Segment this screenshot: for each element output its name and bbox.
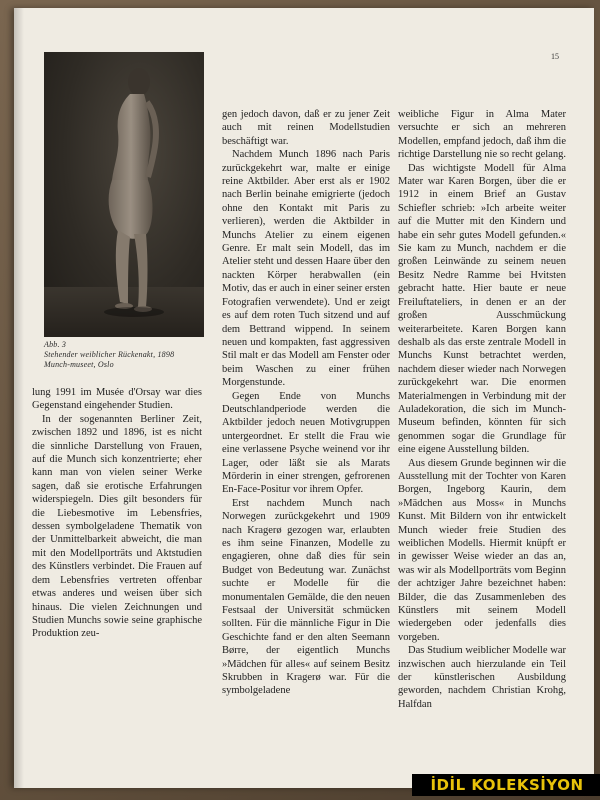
caption-line: Abb. 3 — [44, 340, 67, 349]
text-column-3 — [398, 108, 566, 711]
figure-caption — [44, 340, 209, 370]
text-column-2 — [222, 108, 390, 698]
paragraph: Gegen Ende von Munchs Deutschlandperiode werden die Aktbilder jedoch neuen Motivgruppen untergeordnet. Er stellt die Frau wie eine verlassene Psyche weinend vor ihr Lager, oder läßt sie als Marats Mörderin in einer strengen, gefrorenen En-Face-Positur vor ihrem Opfer. — [222, 390, 390, 496]
paragraph: Das wichtigste Modell für Alma Mater war Karen Borgen, über die er 1912 in einem Brief an Gustav Schiefler schrieb: »Ich arbeite weiter auf die Mutter mit den Kindern und habe ein sehr gutes Modell gefunden.« Sie kam zu Munch, nachdem er die großen Leinwände zu seinem neuen Besitz Nedre Ramme bei Hvitsten gebracht hatte. Hier baute er neue Freiluftateliers, in denen er an der großen Ausschmückung weiterarbeitete. Karen Borgen kann deshalb als das erste zentrale Modell in Munchs Kunst betrachtet werden, nachdem dieser wieder nach Norwegen zurückgekehrt war. Die enormen Materialmengen in Verbindung mit der Auladekoration, die sich im Munch-Museum befinden, könnten für sich genommen sogar die Grundlage für eine eigene Ausstellung bilden. — [398, 162, 566, 456]
paragraph: lung 1991 im Musée d'Orsay war dies Gegenstand eingehender Studien. — [32, 387, 202, 412]
paragraph: weibliche Figur in Alma Mater versuchte er sich an mehreren Modellen, empfand jedoch, daß ihm die richtige Darstellung nie so recht gelang. — [398, 109, 566, 161]
figure-photo — [44, 52, 204, 337]
paragraph: Aus diesem Grunde beginnen wir die Ausstellung mit der Tochter von Karen Borgen, Ingeborg Kaurin, dem »Mädchen aus Moss« in Munchs Kunst. Mit Bildern von ihr entwickelt Munch wieder freie Studien des weiblichen Modells. Hiermit knüpft er in gewisser Weise wieder an das an, was wir als Modellporträts vom Beginn der achtziger Jahre bezeichnet haben: Bilder, die das Zusammenleben des Künstlers mit seinem Modell wiedergeben oder jedenfalls dies vorgeben. — [398, 457, 566, 643]
paragraph: Das Studium weiblicher Modelle war inzwischen auch hierzulande ein Teil der künstlerischen Ausbildung geworden, nachdem Christian Krohg, Halfdan — [398, 645, 566, 710]
paragraph: Erst nachdem Munch nach Norwegen zurückgekehrt und 1909 nach Kragerø gezogen war, erlaubten es ihm seine Finanzen, Modelle zu engagieren, ohne daß dies für sein Budget von Bedeutung war. Zunächst suchte er Modelle für die monumentalen Gemälde, die den neuen Festsaal der Universität schmücken sollten. Für die männliche Figur in Die Geschichte fand er den alten Seemann Børre, der eigentlich Munchs »Mädchen für alles« auf seinem Besitz Skrubben in Kragerø war. Für die symbolgeladene — [222, 497, 390, 697]
page-number: 15 — [551, 52, 559, 61]
caption-line: Munch-museet, Oslo — [44, 360, 114, 369]
text-column-1 — [32, 386, 202, 641]
spine-shadow — [14, 8, 24, 788]
paragraph: Nachdem Munch 1896 nach Paris zurückgekehrt war, malte er einige reine Aktbilder. Aber erst als er 1902 nach Berlin beinahe emigrierte (jedoch ohne den Kontakt mit Paris zu verlieren), werden die Aktbilder in Munchs Atelier zu einem eigenen Genre. Er malt sein Modell, das im Atelier steht und dessen Haare über den nackten Körper herabwallen (ein Motiv, das er auch in einer seiner ersten Fotografien verwendete). Und er zeigt es auf dem roten Tuch sitzend und auf dem Bettrand wippend. In seinem neuen und kompakten, fast aggressiven Stil malt er das Modell am Fenster oder beim Waschen zu einer frühen Morgenstunde. — [222, 149, 390, 389]
paragraph: gen jedoch davon, daß er zu jener Zeit auch mit reinen Modellstudien beschäftigt war. — [222, 109, 390, 147]
paragraph: In der sogenannten Berliner Zeit, zwischen 1892 und 1896, ist es nicht die sinnliche Darstellung von Frauen, auf die Munch sich konzentrierte; eher kann man von vielen seiner Werke sagen, daß sie erotische Erfahrungen widerspiegeln. Dies gilt besonders für die Liebesmotive im Lebensfries, dessen symbolgeladene Thematik von der Unmittelbarkeit abweicht, die man mit den Modellporträts und Aktstudien des Künstlers verbindet. Die Frauen auf dem Lebensfries vertreten offenbar etwas anderes und weisen über sich hinaus. Die vielen Zeichnungen und Studien Munchs sowie seine graphische Produktion zeu- — [32, 413, 202, 640]
caption-line: Stehender weiblicher Rückenakt, 1898 — [44, 350, 175, 359]
watermark-label: İDİL KOLEKSİYON — [412, 774, 600, 796]
nude-figure-drawing — [44, 52, 204, 337]
